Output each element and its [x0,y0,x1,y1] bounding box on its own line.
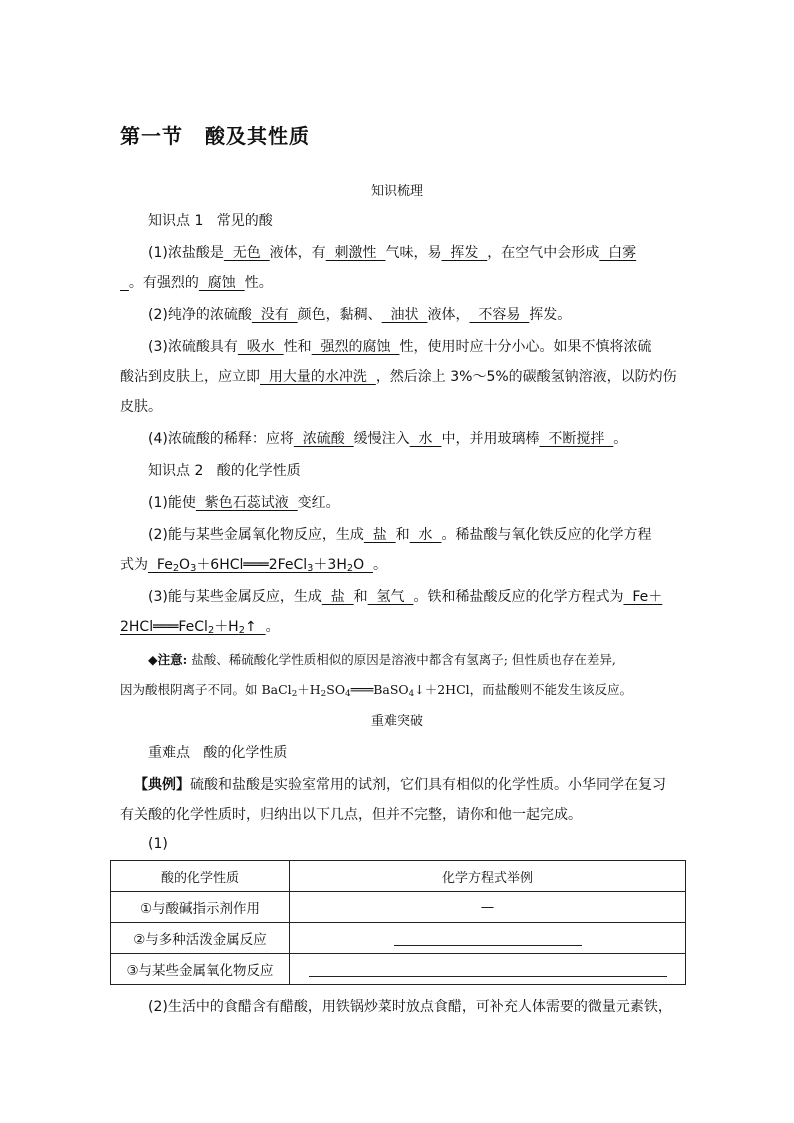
property-2-line-1: (2)能与某些金属氧化物反应，生成 盐 和 水 。稀盐酸与氧化铁反应的化学方程 [148,527,652,543]
knowledge-point-2: 知识点 2 酸的化学性质 [148,463,301,479]
example-line-2: 有关酸的化学性质时，归纳出以下几点，但并不完整，请你和他一起完成。 [120,807,582,823]
sub-question-1: (1) [148,836,168,852]
note-marker: ◆注意: [148,652,188,667]
title-text: 酸及其性质 [205,124,310,148]
paragraph-3-line-1: (3)浓硫酸具有 吸水 性和 强烈的腐蚀 性，使用时应十分小心。如果不慎将浓硫 [148,339,652,355]
paragraph-3-line-2: 酸沾到皮肤上，应立即 用大量的水冲洗 ，然后涂上 3%～5%的碳酸氢钠溶液，以防灼伤 [120,369,677,385]
equation-iron-oxide: $Fe_2O_3+6HCl═══2FeCl_3+3H_2O$ [148,557,373,574]
table-cell-property: ③与某些金属氧化物反应 [111,954,290,985]
knowledge-point-1: 知识点 1 常见的酸 [148,213,273,229]
table-row [111,923,686,954]
page-title [120,120,310,149]
note-line-1: ◆注意: 盐酸、稀硫酸化学性质相似的原因是溶液中都含有氢离子; 但性质也存在差异, [148,652,616,667]
paragraph-2: (2)纯净的浓硫酸 没有 颜色，黏稠、 油状 液体， 不容易 挥发。 [148,307,572,323]
equation-iron-hcl: $2HCl═══FeCl_2+H_2↑$ [120,619,266,636]
answer-blank[interactable] [309,962,667,977]
property-2-line-2: 式为 $Fe_2O_3+6HCl═══2FeCl_3+3H_2O$ 。 [120,557,387,574]
table-header-property: 酸的化学性质 [111,861,290,892]
note-line-2: 因为酸根阴离子不同。如 $BaCl_2+H_2SO_4═══BaSO_4↓+2HCl$，而盐酸则不能发生该反应。 [120,682,633,699]
table-cell-property: ①与酸碱指示剂作用 [111,892,290,923]
property-1: (1)能使 紫色石蕊试液 变红。 [148,495,340,511]
paragraph-1-line-1: (1)浓盐酸是 无色 液体，有 刺激性 气味，易 挥发 ，在空气中会形成 白雾 [148,245,637,261]
table-row [111,954,686,985]
table-cell-property: ②与多种活泼金属反应 [111,923,290,954]
title-section-number: 第一节 [120,124,183,148]
section-heading-difficulty: 重难突破 [370,714,423,729]
sub-question-2: (2)生活中的食醋含有醋酸，用铁锅炒菜时放点食醋，可补充人体需要的微量元素铁， [148,999,672,1015]
property-3-line-2: $2HCl═══FeCl_2+H_2↑$ 。 [120,619,280,636]
table-row [111,892,686,923]
paragraph-3-line-3: 皮肤。 [120,399,162,415]
key-point: 重难点 酸的化学性质 [148,745,288,761]
acid-properties-table [110,860,686,985]
table-header-row [111,861,686,892]
property-3-line-1: (3)能与某些金属反应，生成 盐 和 氢气 。铁和稀盐酸反应的化学方程式为 Fe＋ [148,589,663,605]
example-tag: 【典例】 [134,777,190,793]
paragraph-1-line-2: 。有强烈的 腐蚀 性。 [128,275,273,291]
table-header-equation: 化学方程式举例 [290,861,686,892]
section-heading-knowledge: 知识梳理 [370,184,423,199]
table-cell-equation-blank[interactable] [290,954,686,985]
paragraph-4: (4)浓硫酸的稀释：应将 浓硫酸 缓慢注入 水 中，并用玻璃棒 不断搅拌 。 [148,431,628,447]
table-cell-equation-blank[interactable] [290,923,686,954]
answer-blank[interactable] [394,931,582,946]
example-line-1: 【典例】硫酸和盐酸是实验室常用的试剂，它们具有相似的化学性质。小华同学在复习 [120,774,680,794]
table-cell-equation: — [290,892,686,923]
